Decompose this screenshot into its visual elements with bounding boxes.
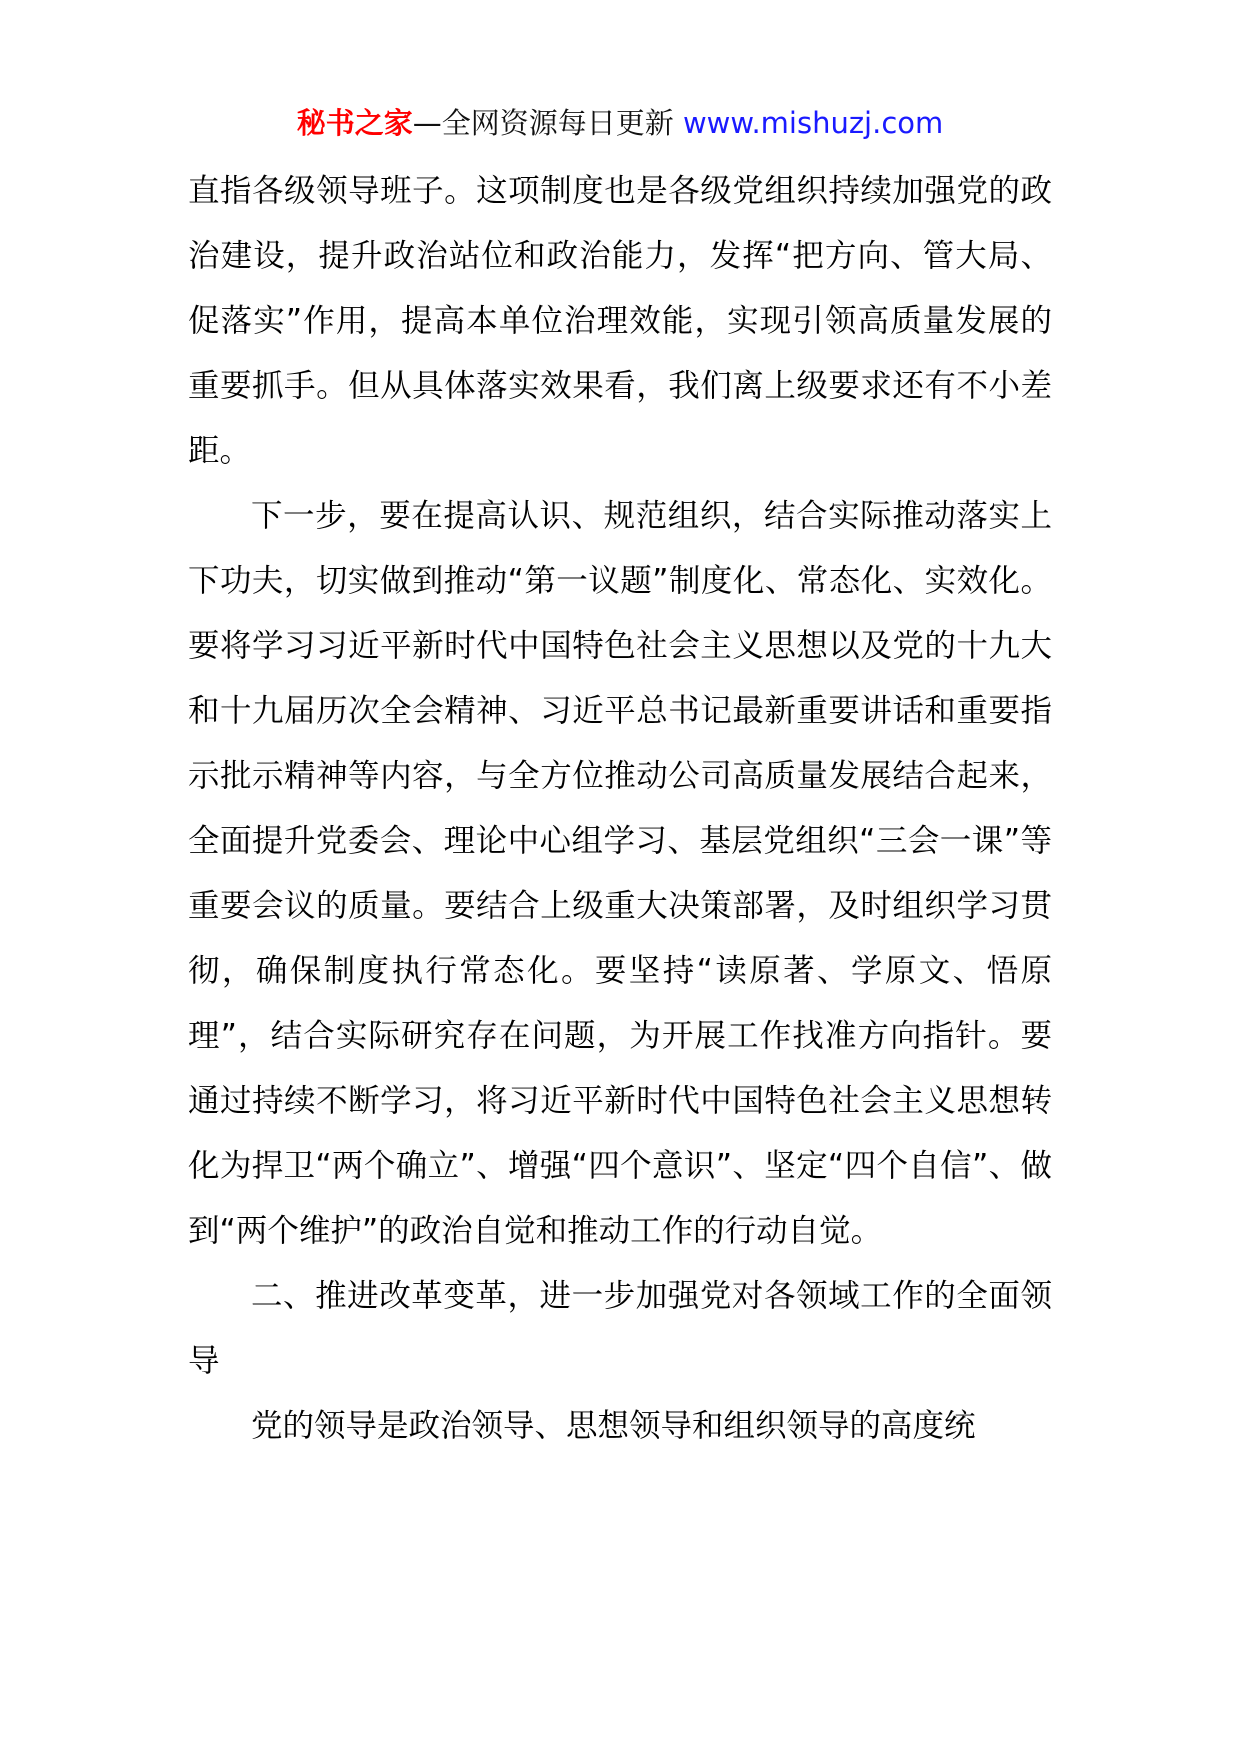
- paragraph-party-leadership: 党的领导是政治领导、思想领导和组织领导的高度统: [251, 1408, 976, 1444]
- site-url-link[interactable]: www.mishuzj.com: [682, 106, 944, 140]
- section-heading-2: 二、推进改革变革，进一步加强党对各领域工作的全面领导: [188, 1278, 1052, 1379]
- document-body: [188, 159, 1052, 1459]
- paragraph-next-steps: 下一步，要在提高认识、规范组织，结合实际推动落实上下功夫，切实做到推动“第一议题”制度化、常态化、实效化。要将学习习近平新时代中国特色社会主义思想以及党的十九大和十九届历次全会精神、习近平总书记最新重要讲话和重要指示批示精神等内容，与全方位推动公司高质量发展结合起来，全面提升党委会、理论中心组学习、基层党组织“三会一课”等重要会议的质量。要结合上级重大决策部署，及时组织学习贯彻，确保制度执行常态化。要坚持“读原著、学原文、悟原理”，结合实际研究存在问题，为开展工作找准方向指针。要通过持续不断学习，将习近平新时代中国特色社会主义思想转化为捍卫“两个确立”、增强“四个意识”、坚定“四个自信”、做到“两个维护”的政治自觉和推动工作的行动自觉。: [188, 498, 1052, 1249]
- site-header: [0, 103, 1240, 143]
- site-brand: 秘书之家: [296, 106, 413, 140]
- paragraph-continuation: 直指各级领导班子。这项制度也是各级党组织持续加强党的政治建设，提升政治站位和政治能力，发挥“把方向、管大局、促落实”作用，提高本单位治理效能，实现引领高质量发展的重要抓手。但从具体落实效果看，我们离上级要求还有不小差距。: [188, 173, 1052, 469]
- site-tagline: —全网资源每日更新: [412, 106, 683, 140]
